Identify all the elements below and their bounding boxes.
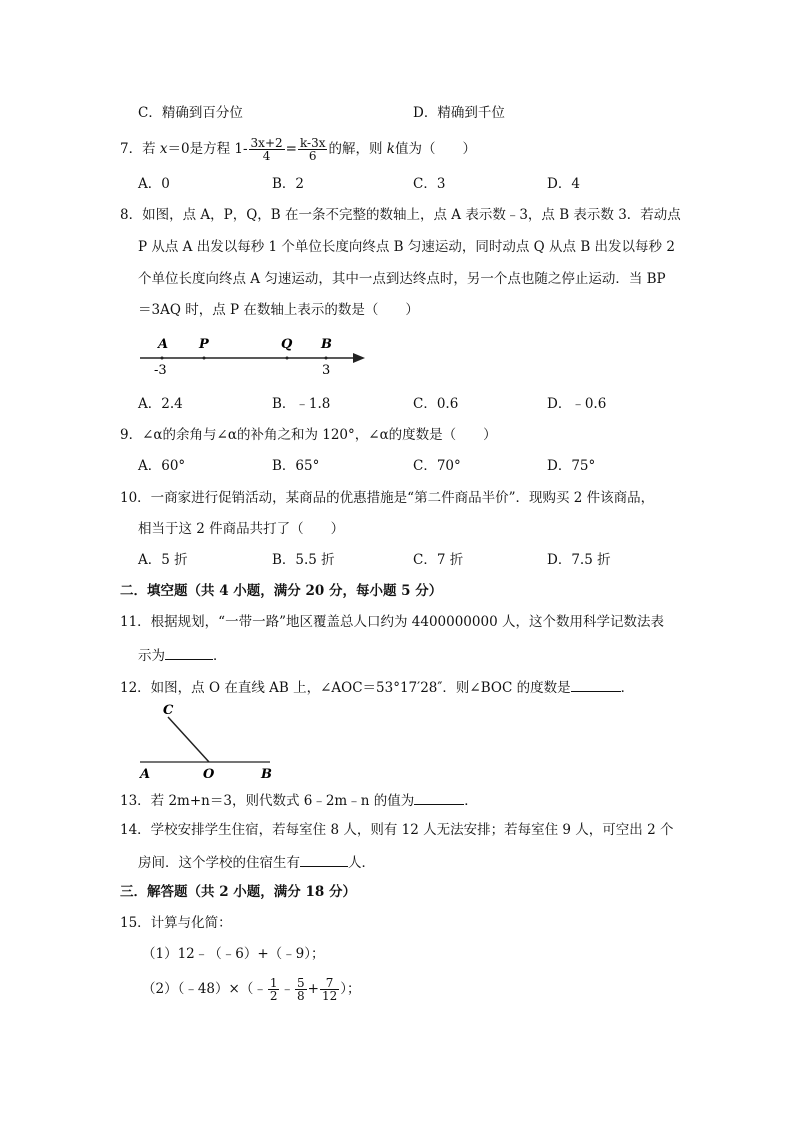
label-o: O — [203, 767, 215, 782]
q7-text-pre: 7．若 — [120, 141, 160, 157]
q7-var-k: k — [386, 141, 395, 157]
q8-line-2: P 从点 A 出发以每秒 1 个单位长度向终点 B 匀速运动，同时动点 Q 从点 B 出发以每秒 2 — [138, 239, 675, 255]
q10-option-c: C．7 折 — [413, 552, 464, 568]
q7-frac2-den: 6 — [308, 149, 317, 163]
q7-option-c: C．3 — [413, 176, 446, 192]
q11-line-2 — [138, 645, 227, 665]
q7-frac2-num: k-3x — [299, 136, 326, 150]
q14-line-1: 14．学校安排学生住宿，若每室住 8 人，则有 12 人无法安排；若每室住 9 人，可空出 2 个 — [120, 822, 674, 838]
q8-option-c: C．0.6 — [413, 396, 459, 412]
q13-answer-blank — [414, 790, 464, 805]
q15-f1-den: 2 — [269, 989, 278, 1003]
q9-option-b: B．65° — [272, 458, 320, 474]
question-12 — [120, 677, 634, 697]
q13-text-post: ． — [464, 793, 478, 809]
arrow-icon — [353, 353, 365, 363]
q14-answer-blank — [300, 852, 348, 867]
q8-option-d: D．﹣0.6 — [547, 396, 607, 412]
q9-option-c: C．70° — [413, 458, 461, 474]
q15-f2-den: 8 — [296, 989, 305, 1003]
q15-f1-num: 1 — [269, 976, 278, 990]
q7-text-mid: ＝0是方程 1- — [167, 141, 248, 157]
q7-fraction-2 — [298, 137, 328, 162]
point-b-dot — [325, 357, 328, 360]
q11-text-pre: 示为 — [138, 648, 165, 664]
q8-line-4: ＝3AQ 时，点 P 在数轴上表示的数是（ ） — [138, 302, 419, 318]
q15-fraction-3 — [320, 977, 339, 1002]
section-2-heading: 二．填空题（共 4 小题，满分 20 分，每小题 5 分） — [120, 583, 443, 599]
question-7 — [120, 137, 476, 162]
q8-option-a: A．2.4 — [138, 396, 183, 412]
q9-option-a: A．60° — [138, 458, 186, 474]
tick-label-3: 3 — [322, 363, 331, 378]
q10-line-2: 相当于这 2 件商品共打了（ ） — [138, 521, 345, 537]
q7-var-x: x — [159, 141, 168, 157]
label-p: P — [199, 337, 209, 352]
q15-line-1: 15．计算与化简： — [120, 915, 232, 931]
q15-plus: + — [307, 981, 319, 997]
q9-line-1: 9．∠α的余角与∠α的补角之和为 120°，∠α的度数是（ ） — [120, 427, 497, 443]
label-a: A — [140, 767, 151, 782]
q12-angle-figure — [135, 700, 280, 782]
label-c: C — [163, 703, 174, 718]
label-b: B — [261, 767, 272, 782]
q8-line-3: 个单位长度向终点 A 匀速运动，其中一点到达终点时，另一个点也随之停止运动．当 BP — [138, 271, 666, 287]
q15-fraction-2 — [295, 977, 307, 1002]
q15-minus: ﹣ — [280, 981, 294, 997]
q9-option-d: D．75° — [547, 458, 596, 474]
q15-sub2-pre: （2）（﹣48）×（﹣ — [142, 981, 267, 997]
q15-f3-num: 7 — [320, 977, 339, 990]
q10-line-1: 10．一商家进行促销活动，某商品的优惠措施是“第二件商品半价”．现购买 2 件该商品， — [120, 490, 655, 506]
tick-label-minus-3: -3 — [154, 363, 167, 378]
q15-fraction-1 — [268, 977, 280, 1002]
q7-text-post: 的解，则 — [328, 141, 387, 157]
q12-text-pre: 12．如图，点 O 在直线 AB 上，∠AOC＝53°17′28″．则∠BOC 的度数是 — [120, 680, 571, 696]
q7-option-a: A．0 — [138, 176, 170, 192]
q10-option-b: B．5.5 折 — [272, 552, 335, 568]
q15-f2-num: 5 — [296, 976, 305, 990]
q15-sub2-post: ）； — [340, 981, 361, 997]
q11-answer-blank — [165, 645, 213, 660]
label-a: A — [158, 337, 169, 352]
q7-frac1-num: 3x+2 — [250, 136, 283, 150]
point-a-dot — [161, 357, 164, 360]
q8-line-1: 8．如图，点 A，P，Q，B 在一条不完整的数轴上，点 A 表示数﹣3，点 B 表示数 3．若动点 — [120, 207, 681, 223]
q11-text-post: ． — [213, 648, 227, 664]
q7-eq: = — [285, 141, 297, 157]
q10-option-a: A．5 折 — [138, 552, 188, 568]
q7-option-d: D．4 — [547, 176, 580, 192]
section-3-heading: 三．解答题（共 2 小题，满分 18 分） — [120, 884, 356, 900]
q15-sub-1: （1）12﹣（﹣6）+（﹣9）； — [142, 946, 325, 962]
q7-text-tail: 值为（ ） — [394, 141, 476, 157]
q7-frac1-den: 4 — [262, 149, 271, 163]
q14-line-2 — [138, 852, 375, 872]
q12-text-post: ． — [620, 680, 635, 696]
q7-fraction-1 — [249, 137, 285, 162]
q10-option-d: D．7.5 折 — [547, 552, 611, 568]
q14-text-post: 人． — [348, 855, 375, 871]
q14-text-pre: 房间．这个学校的住宿生有 — [138, 855, 300, 871]
ray-oc — [168, 717, 209, 762]
q8-number-line-figure — [135, 332, 375, 380]
q6-option-c: C．精确到百分位 — [138, 105, 243, 121]
point-q-dot — [286, 357, 289, 360]
label-q: Q — [281, 337, 293, 352]
q15-f3-den: 12 — [321, 989, 338, 1003]
q7-option-b: B．2 — [272, 176, 305, 192]
q12-answer-blank — [571, 677, 621, 692]
q13-text-pre: 13．若 2m+n＝3，则代数式 6﹣2m﹣n 的值为 — [120, 793, 415, 809]
q8-option-b: B．﹣1.8 — [272, 396, 331, 412]
label-b: B — [321, 337, 332, 352]
point-p-dot — [203, 357, 206, 360]
q6-option-d: D．精确到千位 — [413, 105, 505, 121]
question-13 — [120, 790, 478, 810]
q11-line-1: 11．根据规划，“一带一路”地区覆盖总人口约为 4400000000 人，这个数用科学记数法表 — [120, 614, 664, 630]
q15-sub-2 — [142, 976, 360, 1002]
